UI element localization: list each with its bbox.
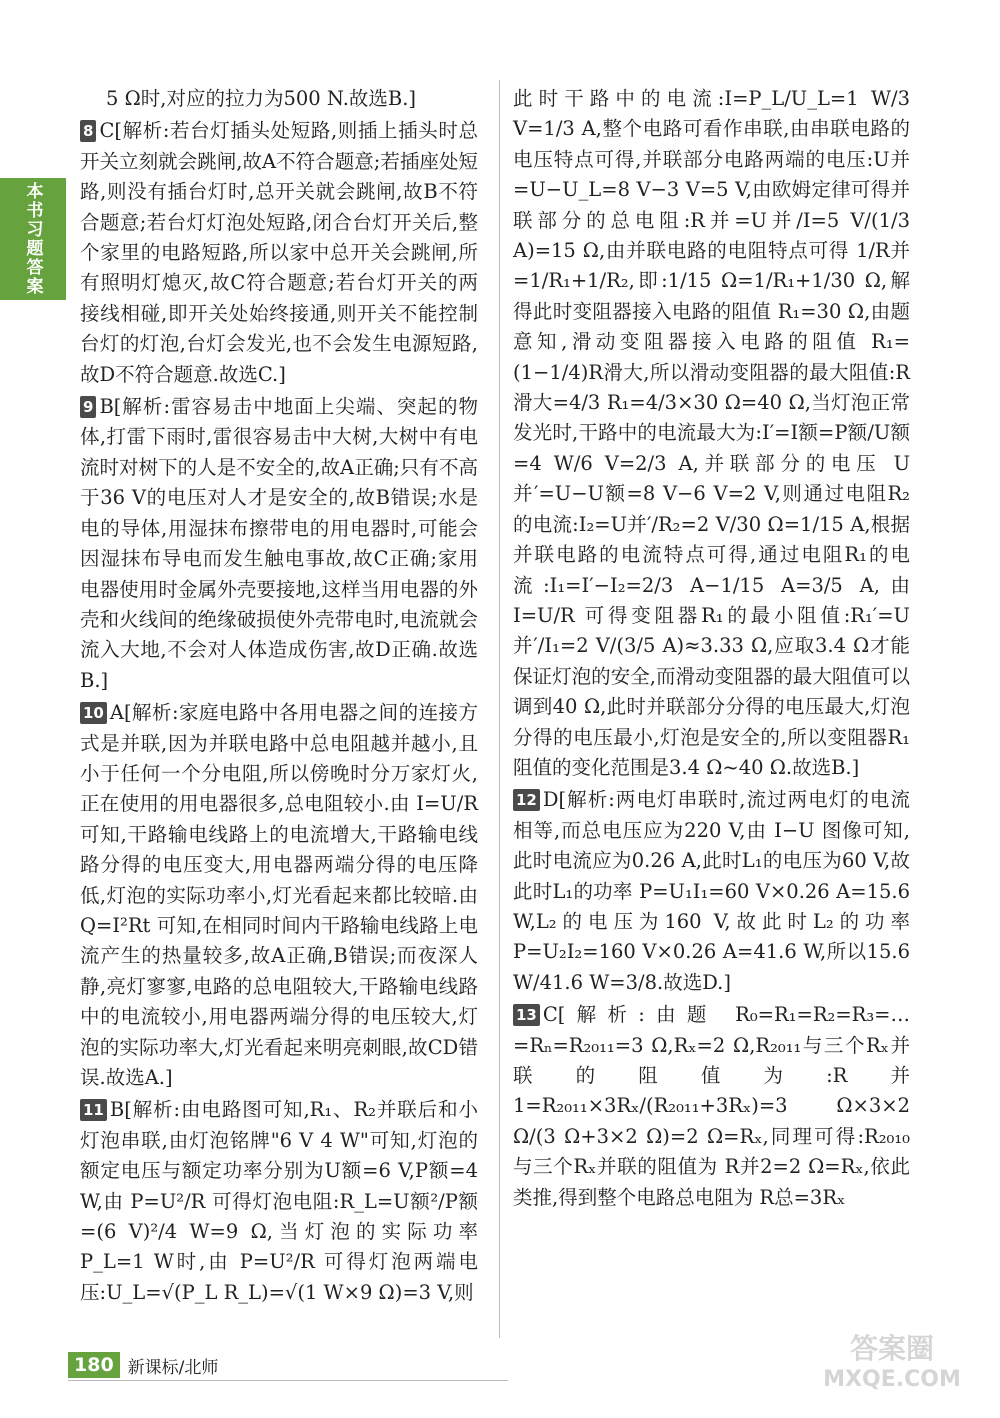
answer-10: 10 A[解析:家庭电路中各用电器之间的连接方式是并联,因为并联电路中总电阻越并越小,且小于任何一个分电阻,所以傍晚时分万家灯火,正在使用的用电器很多,总电阻较小.由 I=U/R 可知,干路输电线路上的电流增大,干路输电线路分得的电压变大,用电器两端分得的电压降低,灯泡的实际功率小,灯光看起来都比较暗.由 Q=I²Rt 可知,在相同时间内干路输电线路上电流产生的热量较多,故A正确,B错误;而夜深人静,亮灯寥寥,电路的总电阻较大,干路输电线路中的电流较小,用电器两端分得的电压较大,灯泡的实际功率大,灯光看起来明亮刺眼,故CD错误.故选A.] <box>80 701 478 1089</box>
column-divider <box>499 80 500 1338</box>
question-number-badge: 8 <box>80 120 96 142</box>
question-number-badge: 12 <box>513 789 540 811</box>
side-tab: 本书习题答案 <box>0 178 66 300</box>
watermark-logo <box>812 1324 972 1394</box>
right-column <box>513 84 910 1215</box>
question-number-badge: 9 <box>80 396 96 418</box>
question-number-badge: 13 <box>513 1004 540 1026</box>
answer-7-continued: 5 Ω时,对应的拉力为500 N.故选B.] <box>106 87 417 110</box>
answer-9: 9 B[解析:雷容易击中地面上尖端、突起的物体,打雷下雨时,雷很容易击中大树,大树中有电流时对树下的人是不安全的,故A正确;只有不高于36 V的电压对人才是安全的,故B错误;水是电的导体,用湿抹布擦带电的用电器时,可能会因湿抹布导电而发生触电事故,故C正确;家用电器使用时金属外壳要接地,这样当用电器的外壳和火线间的绝缘破损使外壳带电时,电流就会流入大地,不会对人体造成伤害,故D正确.故选B.] <box>80 395 478 692</box>
watermark-line1: 答案圈 <box>849 1332 935 1365</box>
left-column <box>80 84 478 1310</box>
answer-13: 13 C[解析:由题 R₀=R₁=R₂=R₃=…=Rₙ=R₂₀₁₁=3 Ω,Rₓ=2 Ω,R₂₀₁₁与三个Rₓ并联的阻值为:R并1=R₂₀₁₁×3Rₓ/(R₂₀₁₁+3Rₓ)=3 Ω×3×2 Ω/(3 Ω+3×2 Ω)=2 Ω=Rₓ,同理可得:R₂₀₁₀与三个Rₓ并联的阻值为 R并2=2 Ω=Rₓ,依此类推,得到整个电路总电阻为 R总=3Rₓ <box>513 1003 910 1209</box>
page-number: 180 <box>68 1352 120 1378</box>
answer-11-continued: 此时干路中的电流:I=P_L/U_L=1 W/3 V=1/3 A,整个电路可看作串联,由串联电路的电压特点可得,并联部分电路两端的电压:U并=U−U_L=8 V−3 V=5 V,由欧姆定律可得并联部分的总电阻:R并=U并/I=5 V/(1/3 A)=15 Ω,由并联电路的电阻特点可得 1/R并=1/R₁+1/R₂,即:1/15 Ω=1/R₁+1/30 Ω,解得此时变阻器接入电路的阻值 R₁=30 Ω,由题意知,滑动变阻器接入电路的阻值 R₁=(1−1/4)R滑大,所以滑动变阻器的最大阻值:R滑大=4/3 R₁=4/3×30 Ω=40 Ω,当灯泡正常发光时,干路中的电流最大为:I′=I额=P额/U额=4 W/6 V=2/3 A,并联部分的电压 U并′=U−U额=8 V−6 V=2 V,则通过电阻R₂的电流:I₂=U并′/R₂=2 V/30 Ω=1/15 A,根据并联电路的电流特点可得,通过电阻R₁的电流:I₁=I′−I₂=2/3 A−1/15 A=3/5 A,由 I=U/R 可得变阻器R₁的最小阻值:R₁′=U并′/I₁=2 V/(3/5 A)≈3.33 Ω,应取3.4 Ω才能保证灯泡的安全,而滑动变阻器的最大阻值可以调到40 Ω,此时并联部分分得的电压最大,灯泡分得的电压最小,灯泡是安全的,所以变阻器R₁阻值的变化范围是3.4 Ω~40 Ω.故选B.] <box>513 87 910 779</box>
answer-8: 8 C[解析:若台灯插头处短路,则插上插头时总开关立刻就会跳闸,故A不符合题意;若插座处短路,则没有插台灯时,总开关就会跳闸,故B不符合题意;若台灯灯泡处短路,闭合台灯开关后,整个家里的电路短路,所以家中总开关会跳闸,所有照明灯熄灭,故C符合题意;若台灯开关的两接线相碰,即开关处始终接通,则开关不能控制台灯的灯泡,台灯会发光,也不会发生电源短路,故D不符合题意.故选C.] <box>80 119 478 386</box>
question-number-badge: 11 <box>80 1099 107 1121</box>
answer-12: 12 D[解析:两电灯串联时,流过两电灯的电流相等,而总电压应为220 V,由 I−U 图像可知,此时电流应为0.26 A,此时L₁的电压为60 V,故此时L₁的功率 P=U₁I₁=60 V×0.26 A=15.6 W,L₂的电压为160 V,故此时L₂的功率 P=U₂I₂=160 V×0.26 A=41.6 W,所以15.6 W/41.6 W=3/8.故选D.] <box>513 788 910 994</box>
watermark-line2: MXQE.COM <box>823 1367 961 1392</box>
footer-rule <box>68 1380 508 1381</box>
question-number-badge: 10 <box>80 702 107 724</box>
series-label: 新课标/北师 <box>127 1357 219 1378</box>
page-footer <box>68 1350 508 1380</box>
answer-11: 11 B[解析:由电路图可知,R₁、R₂并联后和小灯泡串联,由灯泡铭牌"6 V 4 W"可知,灯泡的额定电压与额定功率分别为U额=6 V,P额=4 W,由 P=U²/R 可得灯泡电阻:R_L=U额²/P额=(6 V)²/4 W=9 Ω,当灯泡的实际功率 P_L=1 W时,由 P=U²/R 可得灯泡两端电压:U_L=√(P_L R_L)=√(1 W×9 Ω)=3 V,则 <box>80 1098 478 1304</box>
